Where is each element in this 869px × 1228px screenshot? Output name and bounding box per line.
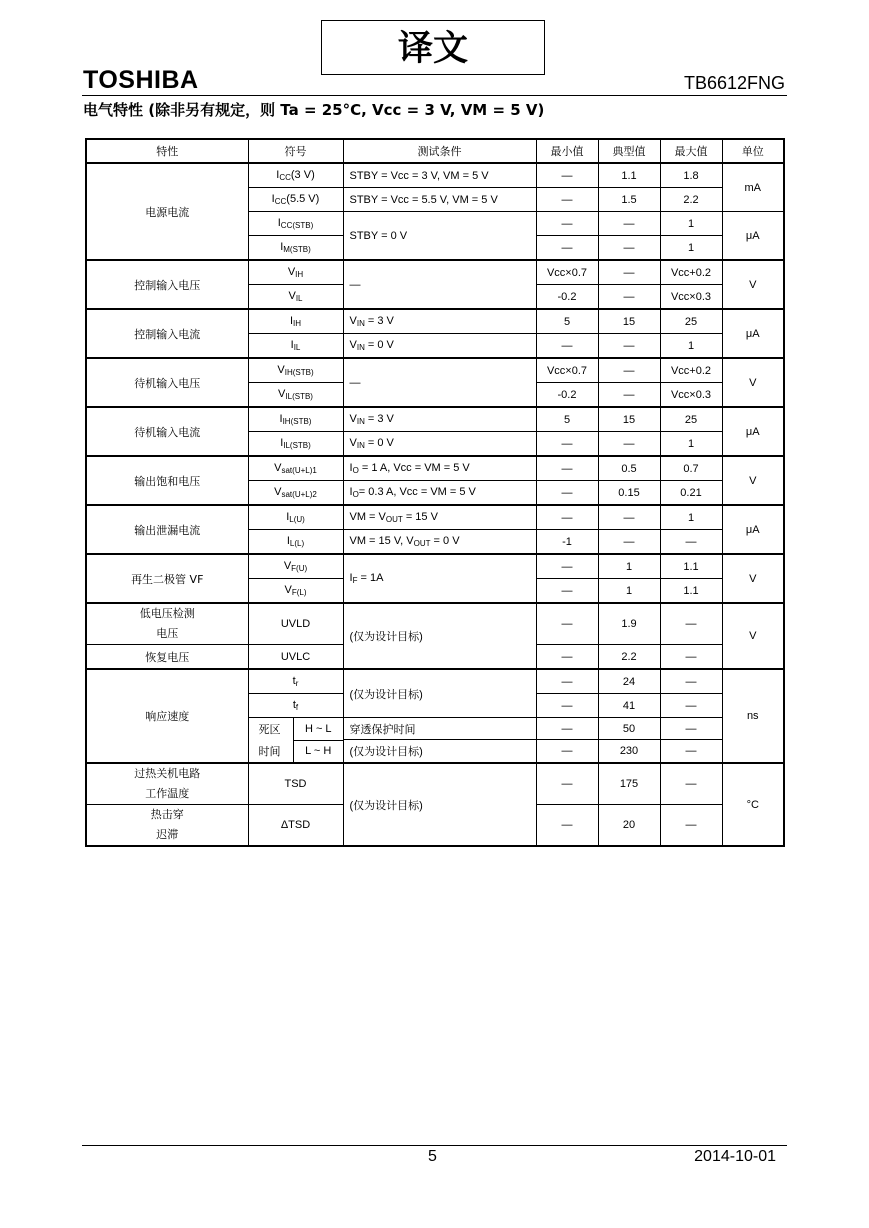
typ-value: 2.2: [598, 645, 660, 670]
max-value: 25: [660, 407, 722, 432]
table-row: [86, 163, 784, 188]
max-value: —: [660, 718, 722, 740]
typ-value: 15: [598, 309, 660, 334]
typ-value: 24: [598, 669, 660, 694]
dead-label-b: 时间: [249, 740, 294, 762]
test-condition: —: [343, 260, 536, 309]
typ-value: —: [598, 383, 660, 408]
max-value: 1.1: [660, 579, 722, 604]
max-value: —: [660, 763, 722, 805]
table-row: [86, 603, 784, 645]
toshiba-logo: TOSHIBA: [83, 66, 199, 94]
page-number: 5: [428, 1148, 437, 1165]
max-value: 1.8: [660, 163, 722, 188]
max-value: —: [660, 694, 722, 718]
min-value: —: [536, 669, 598, 694]
symbol: $I_{IL(STB)}$: [248, 432, 343, 457]
min-value: —: [536, 212, 598, 236]
table-header-row: [86, 139, 784, 163]
min-value: —: [536, 188, 598, 212]
symbol: H ~ L: [304, 722, 332, 735]
test-condition: $I_O= 0.3$ A, Vcc = VM = 5 V: [343, 481, 536, 506]
symbol: $I_{IH(STB)}$: [248, 407, 343, 432]
table-row: [86, 358, 784, 383]
min-value: —: [536, 694, 598, 718]
min-value: -0.2: [536, 285, 598, 310]
unit: V: [722, 260, 784, 309]
symbol: $I_{CC}(3$ V): [248, 163, 343, 188]
symbol: $t_f$: [248, 694, 343, 718]
symbol: ΔTSD: [248, 805, 343, 847]
table-row: [86, 669, 784, 694]
max-value: 1: [660, 236, 722, 261]
typ-value: 20: [598, 805, 660, 847]
symbol: $I_{L(L)}$: [248, 530, 343, 555]
unit: μA: [722, 309, 784, 358]
symbol: $V_{sat(U+L)1}$: [248, 456, 343, 481]
document-date: 2014-10-01: [694, 1148, 776, 1165]
symbol: $V_{sat(U+L)2}$: [248, 481, 343, 506]
max-value: Vcc×0.3: [660, 383, 722, 408]
min-value: —: [536, 236, 598, 261]
header-test-condition: 测试条件: [343, 139, 536, 163]
header-symbol: 符号: [248, 139, 343, 163]
min-value: —: [536, 432, 598, 457]
table-row: [86, 260, 784, 285]
min-value: —: [536, 554, 598, 579]
min-value: —: [536, 481, 598, 506]
header-max: 最大值: [660, 139, 722, 163]
typ-value: —: [598, 260, 660, 285]
param-name: 过热关机电路 工作温度: [86, 763, 248, 805]
header-characteristic: 特性: [86, 139, 248, 163]
header-min: 最小值: [536, 139, 598, 163]
symbol: $I_{CC(STB)}$: [248, 212, 343, 236]
min-value: —: [536, 505, 598, 530]
symbol: L ~ H: [294, 740, 343, 762]
symbol: $I_{M(STB)}$: [248, 236, 343, 261]
typ-value: —: [598, 432, 660, 457]
table-row: [86, 763, 784, 805]
test-condition: VM = $V_{OUT} = 15$ V: [343, 505, 536, 530]
typ-value: 0.15: [598, 481, 660, 506]
max-value: 0.21: [660, 481, 722, 506]
test-condition: VM = 15 V, $V_{OUT} = 0$ V: [343, 530, 536, 555]
table-row: [86, 505, 784, 530]
min-value: —: [536, 579, 598, 604]
table-row: [86, 407, 784, 432]
typ-value: —: [598, 334, 660, 359]
test-condition: $I_O = 1$ A, Vcc = VM = 5 V: [343, 456, 536, 481]
symbol: $I_{IL}$: [248, 334, 343, 359]
param-name: 输出饱和电压: [86, 456, 248, 505]
test-condition: $V_{IN} = 3$ V: [343, 309, 536, 334]
typ-value: 1: [598, 554, 660, 579]
translation-stamp: 译文: [321, 20, 545, 75]
min-value: —: [536, 603, 598, 645]
unit: mA: [722, 163, 784, 212]
electrical-characteristics-table: [85, 138, 785, 847]
min-value: Vcc×0.7: [536, 358, 598, 383]
max-value: 1: [660, 505, 722, 530]
test-condition: (仅为设计目标): [343, 740, 536, 763]
min-value: Vcc×0.7: [536, 260, 598, 285]
max-value: —: [660, 669, 722, 694]
unit: V: [722, 603, 784, 669]
max-value: Vcc+0.2: [660, 358, 722, 383]
max-value: 2.2: [660, 188, 722, 212]
dead-time-subtable: [249, 718, 343, 762]
symbol: $V_{IH}$: [248, 260, 343, 285]
unit: ns: [722, 669, 784, 763]
param-name: 恢复电压: [86, 645, 248, 670]
test-condition: $I_F = 1A$: [343, 554, 536, 603]
table-row: [86, 456, 784, 481]
typ-value: —: [598, 285, 660, 310]
max-value: —: [660, 805, 722, 847]
typ-value: —: [598, 505, 660, 530]
param-name: 待机输入电压: [86, 358, 248, 407]
min-value: —: [536, 456, 598, 481]
typ-value: —: [598, 212, 660, 236]
symbol: $t_r$: [248, 669, 343, 694]
typ-value: 175: [598, 763, 660, 805]
typ-value: —: [598, 236, 660, 261]
unit: °C: [722, 763, 784, 846]
param-name: 再生二极管 VF: [86, 554, 248, 603]
typ-value: 50: [598, 718, 660, 740]
test-condition: $V_{IN} = 3$ V: [343, 407, 536, 432]
test-condition: STBY = 0 V: [343, 212, 536, 261]
typ-value: 1.1: [598, 163, 660, 188]
header-typ: 典型值: [598, 139, 660, 163]
symbol: $V_{F(U)}$: [248, 554, 343, 579]
max-value: 1.1: [660, 554, 722, 579]
max-value: Vcc+0.2: [660, 260, 722, 285]
symbol: $I_{L(U)}$: [248, 505, 343, 530]
typ-value: 1.9: [598, 603, 660, 645]
min-value: —: [536, 740, 598, 763]
symbol: $V_{IL(STB)}$: [248, 383, 343, 408]
symbol: $I_{CC}(5.5$ V): [248, 188, 343, 212]
max-value: Vcc×0.3: [660, 285, 722, 310]
param-name: 控制输入电压: [86, 260, 248, 309]
param-name: 控制输入电流: [86, 309, 248, 358]
test-condition: —: [343, 358, 536, 407]
header-rule: [82, 95, 787, 96]
section-title: 电气特性 (除非另有规定，则 Ta = 25°C, Vcc = 3 V, VM = 5 V): [83, 101, 545, 119]
table-row: [86, 554, 784, 579]
min-value: 5: [536, 309, 598, 334]
max-value: —: [660, 645, 722, 670]
param-name: 待机输入电流: [86, 407, 248, 456]
symbol: UVLC: [248, 645, 343, 670]
max-value: —: [660, 740, 722, 763]
param-name: 输出泄漏电流: [86, 505, 248, 554]
unit: V: [722, 456, 784, 505]
min-value: —: [536, 763, 598, 805]
unit: V: [722, 358, 784, 407]
max-value: 0.7: [660, 456, 722, 481]
min-value: —: [536, 718, 598, 740]
min-value: —: [536, 805, 598, 847]
test-condition: $V_{IN} = 0$ V: [343, 334, 536, 359]
typ-value: 0.5: [598, 456, 660, 481]
typ-value: —: [598, 358, 660, 383]
max-value: 25: [660, 309, 722, 334]
max-value: 1: [660, 334, 722, 359]
dead-label-a: 死区: [249, 718, 294, 740]
unit: μA: [722, 505, 784, 554]
footer-rule: [82, 1145, 787, 1146]
param-name: 电源电流: [86, 163, 248, 260]
header-unit: 单位: [722, 139, 784, 163]
test-condition: (仅为设计目标): [343, 603, 536, 669]
max-value: 1: [660, 212, 722, 236]
param-name: 响应速度: [86, 669, 248, 763]
symbol: $V_{IL}$: [248, 285, 343, 310]
min-value: —: [536, 645, 598, 670]
param-name: 低电压检测 电压: [86, 603, 248, 645]
min-value: 5: [536, 407, 598, 432]
symbol: $V_{IH(STB)}$: [248, 358, 343, 383]
symbol: $V_{F(L)}$: [248, 579, 343, 604]
max-value: —: [660, 530, 722, 555]
table-row: [86, 309, 784, 334]
min-value: —: [536, 334, 598, 359]
unit: μA: [722, 212, 784, 261]
symbol: TSD: [248, 763, 343, 805]
typ-value: 15: [598, 407, 660, 432]
param-name: 热击穿 迟滞: [86, 805, 248, 847]
test-condition: (仅为设计目标): [343, 763, 536, 846]
test-condition: STBY = Vcc = 5.5 V, VM = 5 V: [343, 188, 536, 212]
max-value: —: [660, 603, 722, 645]
unit: V: [722, 554, 784, 603]
typ-value: 230: [598, 740, 660, 763]
symbol: $I_{IH}$: [248, 309, 343, 334]
dead-time-symbol: [248, 718, 343, 764]
test-condition: 穿透保护时间: [343, 718, 536, 740]
typ-value: —: [598, 530, 660, 555]
min-value: -0.2: [536, 383, 598, 408]
typ-value: 1.5: [598, 188, 660, 212]
symbol: UVLD: [248, 603, 343, 645]
min-value: —: [536, 163, 598, 188]
test-condition: (仅为设计目标): [343, 669, 536, 718]
typ-value: 41: [598, 694, 660, 718]
unit: μA: [722, 407, 784, 456]
typ-value: 1: [598, 579, 660, 604]
test-condition: $V_{IN} = 0$ V: [343, 432, 536, 457]
test-condition: STBY = Vcc = 3 V, VM = 5 V: [343, 163, 536, 188]
max-value: 1: [660, 432, 722, 457]
min-value: -1: [536, 530, 598, 555]
part-number: TB6612FNG: [683, 73, 785, 93]
